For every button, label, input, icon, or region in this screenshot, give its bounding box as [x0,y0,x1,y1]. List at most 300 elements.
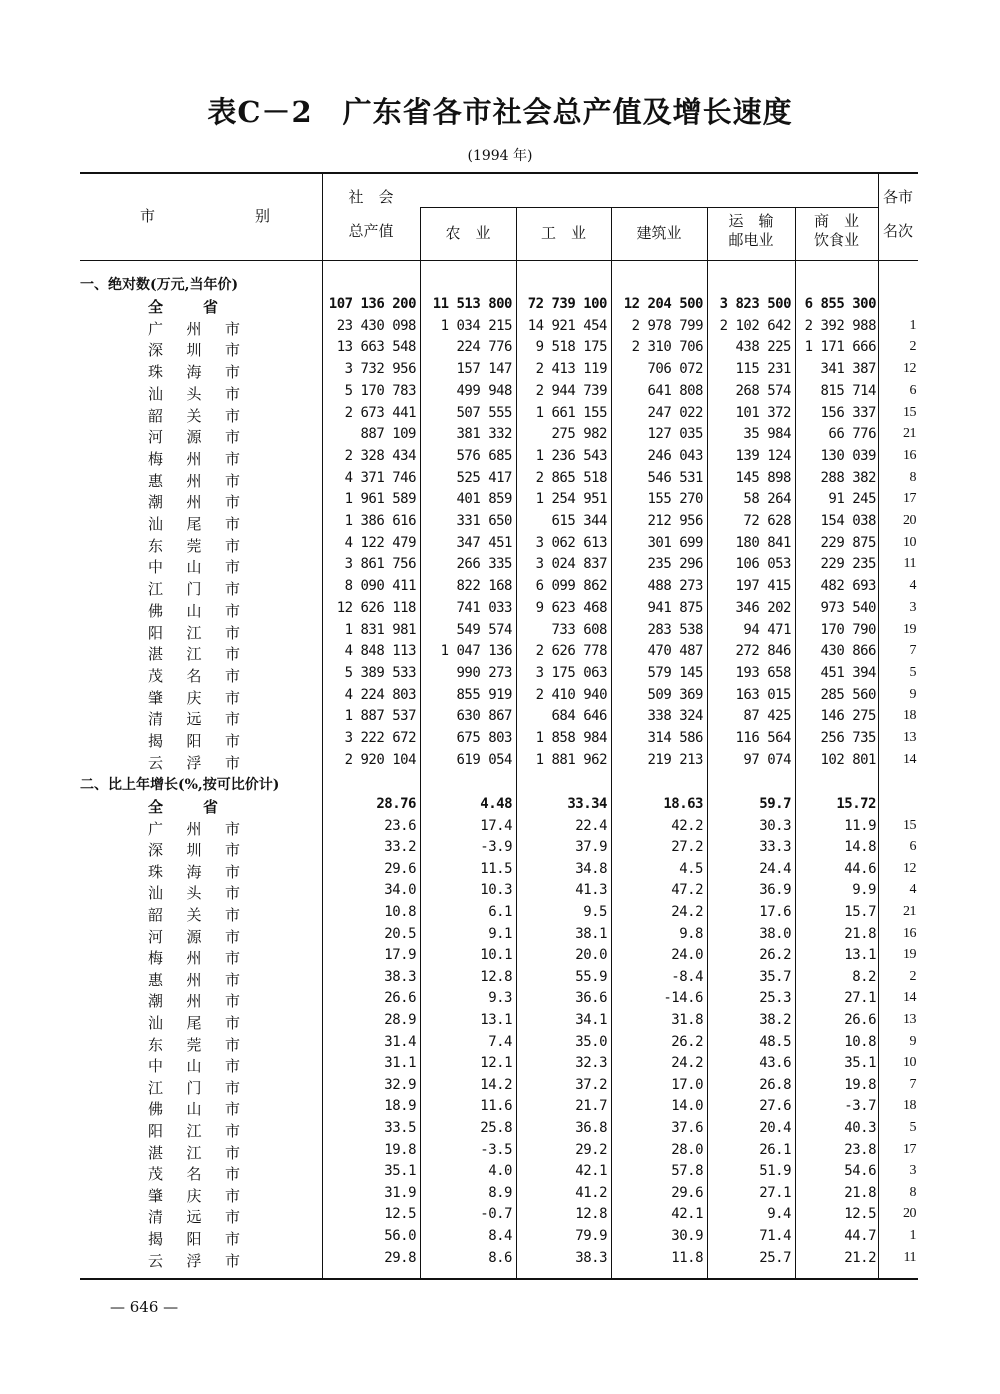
cell-trans: 38.0 [759,925,791,942]
cell-comm: 15.72 [836,796,876,812]
city-name: 中 山 市 [148,558,240,577]
cell-trans: 438 225 [735,339,791,356]
city-name: 肇 庆 市 [148,1186,240,1205]
cell-agri: 675 803 [456,730,512,746]
table-row [80,1098,918,1119]
table-row [80,1163,918,1184]
table-row [80,1034,918,1055]
table-row [80,578,918,599]
cell-total: 31.1 [384,1055,416,1072]
cell-agri: 331 650 [456,513,512,529]
table-row [80,622,918,643]
cell-cons: 338 324 [647,708,703,725]
cell-total: 38.3 [384,968,416,985]
cell-agri: 224 776 [456,339,512,356]
table-row [80,405,918,426]
cell-comm: 482 693 [820,578,876,595]
cell-agri: 11.5 [480,860,512,877]
cell-trans: 48.5 [759,1033,791,1050]
cell-trans: 197 415 [735,578,791,595]
cell-comm: 40.3 [844,1120,876,1136]
cell-total: 4 371 746 [344,469,416,486]
cell-ind: 41.2 [575,1184,607,1201]
cell-cons: 2 310 706 [631,339,703,356]
cell-total: 13 663 548 [336,339,416,356]
cell-agri: 25.8 [480,1120,512,1136]
section-growth-label: 二、比上年增长(%,按可比价计) [80,777,280,793]
cell-rank: 5 [909,1120,916,1135]
cell-total: 19.8 [384,1141,416,1158]
cell-total: 31.4 [384,1033,416,1050]
cell-cons: 24.2 [671,904,703,920]
table-row [80,947,918,968]
cell-comm: 815 714 [820,382,876,399]
cell-trans: 116 564 [735,730,791,746]
city-name: 东 莞 市 [148,536,240,555]
cell-cons: 57.8 [671,1163,703,1180]
cell-rank: 18 [903,708,916,724]
cell-total: 33.2 [384,839,416,856]
city-name: 梅 州 市 [148,449,240,468]
cell-ind: 1 236 543 [535,447,607,464]
table-row [80,1012,918,1033]
cell-trans: 272 846 [735,643,791,660]
cell-trans: 9.4 [767,1206,791,1223]
cell-total: 28.9 [384,1012,416,1028]
cell-agri: 741 033 [456,599,512,616]
cell-ind: 684 646 [551,708,607,725]
cell-total: 28.76 [376,796,416,812]
cell-ind: 33.34 [567,796,607,812]
header-bottom-rule [80,260,918,261]
cell-comm: 229 235 [820,556,876,573]
cell-trans: 25.3 [759,990,791,1007]
cell-trans: 346 202 [735,599,791,616]
cell-ind: 2 944 739 [535,382,607,399]
cell-comm: 256 735 [820,730,876,746]
city-name: 清 远 市 [148,1208,240,1227]
table-row [80,818,918,839]
city-name: 茂 名 市 [148,1165,240,1184]
cell-agri: 347 451 [456,534,512,551]
cell-agri: 630 867 [456,708,512,725]
cell-ind: 2 626 778 [535,643,607,660]
cell-agri: 855 919 [456,686,512,703]
cell-comm: 13.1 [844,947,876,964]
cell-total: 29.8 [384,1249,416,1266]
cell-rank: 21 [903,426,916,442]
city-name: 湛 江 市 [148,645,240,664]
cell-ind: 2 413 119 [535,361,607,378]
cell-ind: 36.6 [575,990,607,1007]
cell-ind: 22.4 [575,817,607,834]
cell-rank: 17 [903,491,916,507]
cell-comm: 23.8 [844,1141,876,1158]
cell-comm: 285 560 [820,686,876,703]
header-construction: 建筑业 [636,224,682,242]
cell-cons: 14.0 [671,1098,703,1115]
cell-rank: 1 [909,1228,916,1243]
cell-cons: 42.2 [671,817,703,834]
cell-cons: -14.6 [663,990,703,1007]
cell-rank: 8 [909,469,916,485]
city-name: 广 州 市 [148,319,240,338]
table-row [80,752,918,773]
cell-cons: 546 531 [647,469,703,486]
cell-cons: 941 875 [647,599,703,616]
cell-total: 4 224 803 [344,686,416,703]
cell-ind: 1 881 962 [535,751,607,768]
cell-total: 34.0 [384,882,416,899]
cell-cons: 641 808 [647,382,703,399]
table-row [80,448,918,469]
cell-agri: 9.1 [488,925,512,942]
cell-agri: -0.7 [480,1206,512,1223]
cell-cons: 212 956 [647,513,703,529]
table-top-rule [80,172,918,174]
table-row [80,470,918,491]
cell-trans: 94 471 [743,621,791,638]
cell-trans: 59.7 [759,796,791,812]
cell-cons: 12 204 500 [623,296,703,312]
cell-ind: 34.1 [575,1012,607,1028]
cell-trans: 58 264 [743,491,791,508]
cell-agri: 11.6 [480,1098,512,1115]
cell-cons: 283 538 [647,621,703,638]
cell-cons: 37.6 [671,1120,703,1136]
header-total: 社 会 总产值 [348,188,394,240]
city-name: 潮 州 市 [148,992,240,1011]
cell-cons: 24.0 [671,947,703,964]
cell-ind: 36.8 [575,1120,607,1136]
city-name: 河 源 市 [148,428,240,447]
cell-total: 29.6 [384,860,416,877]
cell-cons: 18.63 [663,796,703,812]
cell-total: 3 222 672 [344,730,416,746]
table-row [80,318,918,339]
cell-comm: 66 776 [828,426,876,443]
cell-total: 12 626 118 [336,599,416,616]
cell-total: 33.5 [384,1120,416,1136]
cell-ind: 2 410 940 [535,686,607,703]
cell-rank: 13 [903,1012,916,1027]
cell-rank: 7 [909,1076,916,1092]
cell-trans: 24.4 [759,860,791,877]
cell-ind: 20.0 [575,947,607,964]
cell-cons: 314 586 [647,730,703,746]
cell-ind: 9.5 [583,904,607,920]
cell-cons: -8.4 [671,968,703,985]
table-row-province-total [80,296,918,317]
cell-ind: 6 099 862 [535,578,607,595]
cell-total: 32.9 [384,1076,416,1093]
cell-comm: 21.8 [844,1184,876,1201]
cell-agri: 4.48 [480,796,512,812]
city-name: 肇 庆 市 [148,688,240,707]
cell-rank: 4 [909,882,916,898]
cell-comm: 21.2 [844,1249,876,1266]
cell-cons: 9.8 [679,925,703,942]
cell-comm: 973 540 [820,599,876,616]
cell-total: 5 389 533 [344,664,416,681]
header-city: 市 别 [140,207,270,225]
city-name: 广 州 市 [148,819,240,838]
city-name: 全 省 [148,798,218,816]
cell-total: 2 673 441 [344,404,416,421]
cell-ind: 37.2 [575,1076,607,1093]
subheader-rule [420,207,878,208]
table-row [80,1142,918,1163]
city-name: 茂 名 市 [148,666,240,685]
cell-cons: 47.2 [671,882,703,899]
cell-agri: -3.5 [480,1141,512,1158]
cell-agri: 4.0 [488,1163,512,1180]
table-row [80,1185,918,1206]
cell-comm: 12.5 [844,1206,876,1223]
cell-total: 4 122 479 [344,534,416,551]
cell-ind: 41.3 [575,882,607,899]
cell-total: 1 887 537 [344,708,416,725]
cell-trans: 145 898 [735,469,791,486]
cell-cons: 24.2 [671,1055,703,1072]
cell-comm: 2 392 988 [804,317,876,334]
header-rank: 各市 名次 [882,188,913,240]
cell-total: 23 430 098 [336,317,416,334]
cell-cons: 4.5 [679,860,703,877]
cell-comm: 21.8 [844,925,876,942]
table-row [80,1206,918,1227]
city-name: 惠 州 市 [148,471,240,490]
cell-trans: 97 074 [743,751,791,768]
cell-rank: 11 [903,556,916,572]
city-name: 韶 关 市 [148,906,240,924]
cell-cons: 27.2 [671,839,703,856]
cell-rank: 21 [903,904,916,919]
cell-trans: 2 102 642 [719,317,791,334]
cell-trans: 33.3 [759,839,791,856]
cell-cons: 28.0 [671,1141,703,1158]
cell-total: 18.9 [384,1098,416,1115]
cell-comm: 154 038 [820,513,876,529]
cell-rank: 8 [909,1184,916,1200]
cell-ind: 32.3 [575,1055,607,1072]
cell-total: 1 386 616 [344,513,416,529]
cell-agri: 381 332 [456,426,512,443]
cell-agri: 11 513 800 [432,296,512,312]
cell-ind: 14 921 454 [527,317,607,334]
cell-rank: 14 [903,990,916,1006]
cell-ind: 1 661 155 [535,404,607,421]
table-row [80,1077,918,1098]
header-agriculture: 农 业 [445,224,491,242]
cell-agri: 7.4 [488,1033,512,1050]
cell-ind: 38.1 [575,925,607,942]
cell-trans: 25.7 [759,1249,791,1266]
cell-agri: 525 417 [456,469,512,486]
cell-total: 3 732 956 [344,361,416,378]
table-row [80,339,918,360]
table-row [80,426,918,447]
city-name: 梅 州 市 [148,949,240,968]
cell-cons: 11.8 [671,1249,703,1266]
cell-comm: 146 275 [820,708,876,725]
cell-comm: 8.2 [852,968,876,985]
city-name: 揭 阳 市 [148,1230,240,1248]
cell-trans: 27.1 [759,1184,791,1201]
cell-agri: 10.3 [480,882,512,899]
cell-comm: 341 387 [820,361,876,378]
cell-trans: 35.7 [759,968,791,985]
cell-comm: 229 875 [820,534,876,551]
cell-trans: 43.6 [759,1055,791,1072]
city-name: 江 门 市 [148,1078,240,1097]
cell-comm: 15.7 [844,904,876,920]
cell-agri: 13.1 [480,1012,512,1028]
city-name: 佛 山 市 [148,1100,240,1119]
cell-rank: 14 [903,751,916,767]
cell-total: 8 090 411 [344,578,416,595]
city-name: 惠 州 市 [148,970,240,989]
cell-cons: 29.6 [671,1184,703,1201]
city-name: 汕 头 市 [148,884,240,903]
page-number: — 646 — [110,1298,179,1316]
cell-cons: 235 296 [647,556,703,573]
cell-rank: 7 [909,643,916,659]
table-row [80,1055,918,1076]
cell-ind: 34.8 [575,860,607,877]
cell-rank: 19 [903,621,916,637]
cell-trans: 26.2 [759,947,791,964]
cell-trans: 26.8 [759,1076,791,1093]
cell-total: 26.6 [384,990,416,1007]
cell-trans: 27.6 [759,1098,791,1115]
city-name: 阳 江 市 [148,1122,240,1140]
cell-agri: 990 273 [456,664,512,681]
city-name: 深 圳 市 [148,341,240,360]
cell-ind: 35.0 [575,1033,607,1050]
cell-ind: 9 518 175 [535,339,607,356]
city-name: 中 山 市 [148,1057,240,1076]
city-name: 阳 江 市 [148,623,240,642]
cell-cons: 301 699 [647,534,703,551]
cell-ind: 29.2 [575,1141,607,1158]
table-row [80,730,918,751]
cell-comm: 44.6 [844,860,876,877]
cell-agri: 822 168 [456,578,512,595]
cell-comm: 170 790 [820,621,876,638]
cell-total: 887 109 [360,426,416,443]
cell-total: 3 861 756 [344,556,416,573]
cell-total: 56.0 [384,1228,416,1244]
cell-rank: 13 [903,730,916,745]
cell-cons: 246 043 [647,447,703,464]
cell-ind: 9 623 468 [535,599,607,616]
cell-cons: 127 035 [647,426,703,443]
city-name: 珠 海 市 [148,862,240,881]
cell-trans: 139 124 [735,447,791,464]
table-row [80,1228,918,1249]
table-row [80,1250,918,1271]
cell-total: 23.6 [384,817,416,834]
cell-rank: 4 [909,578,916,594]
cell-comm: 44.7 [844,1228,876,1244]
cell-agri: 1 047 136 [440,643,512,660]
cell-trans: 30.3 [759,817,791,834]
cell-rank: 2 [909,339,916,355]
cell-agri: 266 335 [456,556,512,573]
cell-rank: 15 [903,817,916,833]
cell-total: 4 848 113 [344,643,416,660]
cell-cons: 30.9 [671,1228,703,1244]
cell-comm: 1 171 666 [804,339,876,356]
cell-agri: 17.4 [480,817,512,834]
cell-ind: 38.3 [575,1249,607,1266]
cell-agri: 14.2 [480,1076,512,1093]
cell-agri: 9.3 [488,990,512,1007]
cell-ind: 55.9 [575,968,607,985]
cell-rank: 18 [903,1098,916,1114]
cell-rank: 3 [909,1163,916,1179]
cell-comm: 35.1 [844,1055,876,1072]
cell-ind: 37.9 [575,839,607,856]
cell-total: 107 136 200 [328,296,416,312]
cell-comm: 10.8 [844,1033,876,1050]
cell-rank: 10 [903,1055,916,1071]
cell-ind: 275 982 [551,426,607,443]
cell-agri: 8.4 [488,1228,512,1244]
cell-rank: 16 [903,447,916,463]
cell-rank: 9 [909,1033,916,1049]
cell-trans: 115 231 [735,361,791,378]
cell-comm: 9.9 [852,882,876,899]
cell-cons: 219 213 [647,751,703,768]
cell-cons: 509 369 [647,686,703,703]
cell-cons: 26.2 [671,1033,703,1050]
cell-total: 20.5 [384,925,416,942]
table-row [80,1120,918,1141]
cell-rank: 1 [909,317,916,333]
cell-comm: 102 801 [820,751,876,768]
cell-cons: 2 978 799 [631,317,703,334]
cell-total: 1 831 981 [344,621,416,638]
cell-total: 5 170 783 [344,382,416,399]
table-row [80,361,918,382]
cell-trans: 87 425 [743,708,791,725]
city-name: 汕 尾 市 [148,1014,240,1032]
cell-rank: 20 [903,513,916,528]
cell-ind: 3 175 063 [535,664,607,681]
cell-ind: 21.7 [575,1098,607,1115]
cell-trans: 38.2 [759,1012,791,1028]
cell-comm: 91 245 [828,491,876,508]
cell-ind: 2 865 518 [535,469,607,486]
city-name: 珠 海 市 [148,363,240,382]
cell-rank: 11 [903,1249,916,1265]
city-name: 清 远 市 [148,710,240,729]
table-row [80,839,918,860]
cell-total: 2 328 434 [344,447,416,464]
cell-comm: 288 382 [820,469,876,486]
cell-trans: 17.6 [759,904,791,920]
cell-rank: 3 [909,599,916,615]
city-name: 江 门 市 [148,580,240,599]
table-row [80,926,918,947]
year-subtitle: (1994 年) [467,148,533,164]
cell-agri: 499 948 [456,382,512,399]
cell-rank: 20 [903,1206,916,1222]
cell-comm: 54.6 [844,1163,876,1180]
cell-trans: 72 628 [743,513,791,529]
